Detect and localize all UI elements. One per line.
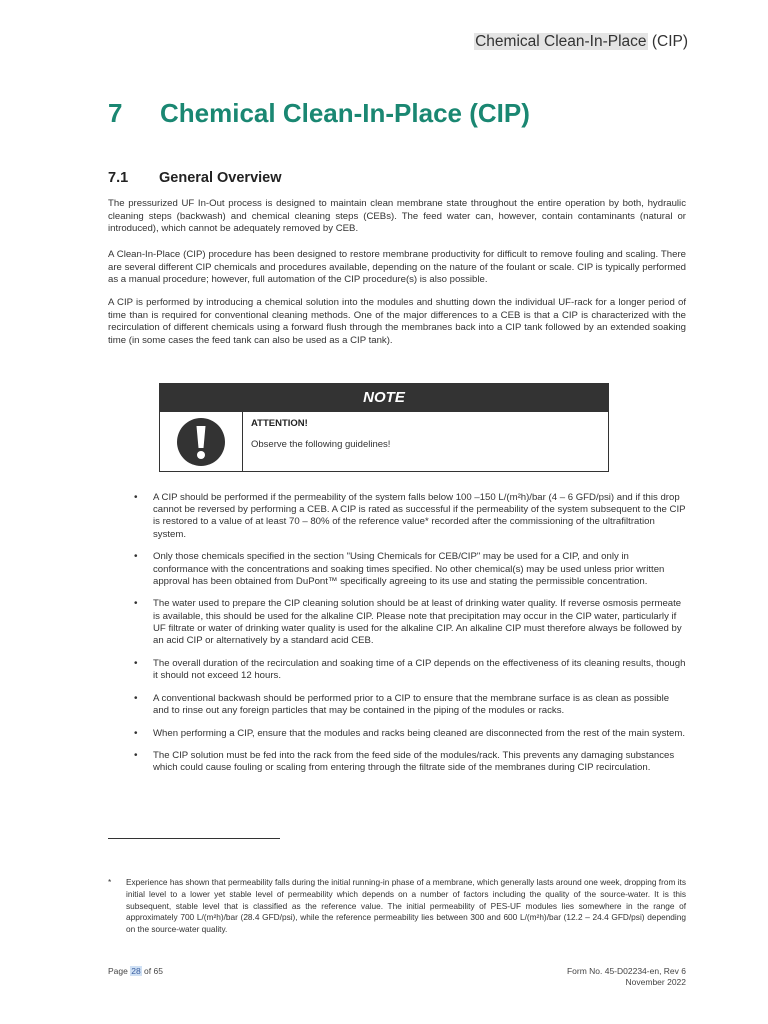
exclamation-circle-icon	[176, 417, 226, 467]
chapter-heading	[108, 98, 530, 129]
list-item	[134, 658, 686, 682]
note-attention: ATTENTION!	[251, 418, 308, 429]
bullet-glyph: •	[134, 727, 138, 739]
list-item	[134, 551, 686, 588]
list-item-text: A CIP should be performed if the permeability of the system falls below 100 –150 L/(m²h)/bar (4 – 6 GFD/psi) and if this drop cannot be reversed by performing a CEB. A CIP is rated as successful if the permeability of the system subsequent to the CIP is restored to a value of at least 70 – 80% of the reference value* recorded after the commissioning of the ultrafiltration system.	[153, 492, 686, 540]
list-item	[134, 728, 686, 740]
chapter-number: 7	[108, 98, 123, 128]
page-prefix: Page	[108, 966, 131, 976]
footnote-divider	[108, 838, 280, 839]
note-body	[160, 412, 608, 471]
note-icon-cell	[160, 412, 243, 471]
form-date: November 2022	[625, 977, 686, 987]
running-header	[474, 33, 688, 51]
list-item-text: The water used to prepare the CIP cleaning solution should be at least of drinking water quality. If reverse osmosis permeate is available, this should be used for the alkaline CIP. Please note that precipitation may occur in the CIP water, particularly if UF filtrate or water of drinking water quality is used for the alkaline CIP. An alkaline CIP must therefore always be followed by an acid CIP or alternatively by a standard acid CEB.	[153, 598, 682, 647]
form-info	[567, 966, 686, 988]
note-heading: NOTE	[160, 384, 608, 412]
paragraph-cip-description: A CIP is performed by introducing a chemical solution into the modules and shutting down the individual UF-rack for a longer period of time than is required for conventional cleaning methods. One of the major differences to a CEB is that a CIP is characterized with the recirculation of different chemicals using a forward flush through the membranes back into a CIP tank followed by an extended soaking time (in some cases the feed tank can also be used as a CIP tank).	[108, 297, 686, 346]
section-title: General Overview	[159, 170, 282, 186]
section-heading	[108, 170, 282, 186]
section-number: 7.1	[108, 170, 129, 186]
note-box	[159, 383, 609, 472]
list-item	[134, 492, 686, 541]
running-header-highlight: Chemical Clean-In-Place	[475, 33, 647, 50]
note-text-cell	[243, 412, 398, 471]
bullet-glyph: •	[134, 750, 138, 762]
paragraph-cip-procedure: A Clean-In-Place (CIP) procedure has been designed to restore membrane productivity for difficult to remove fouling and scaling. There are several different CIP chemicals and procedures available, depending on the nature of the foulant or scale. CIP is typically performed as a manual procedure; however, full automation of the CIP procedure(s) is also possible.	[108, 249, 686, 286]
list-item-text: When performing a CIP, ensure that the modules and racks being cleaned are disconnected from the rest of the main system.	[153, 727, 686, 739]
list-item-text: A conventional backwash should be performed prior to a CIP to ensure that the membrane surface is as clean as possible and to rinse out any foreign particles that may be contained in the piping of the modules or racks.	[153, 692, 670, 716]
footnote	[108, 877, 686, 936]
guidelines-list	[134, 492, 686, 785]
chapter-title: Chemical Clean-In-Place (CIP)	[160, 98, 530, 128]
page-current: 28	[131, 966, 141, 976]
paragraph-overview: The pressurized UF In-Out process is designed to maintain clean membrane state throughout the entire operation by both, hydraulic cleaning steps (backwash) and chemical cleaning steps (CEBs). The feed water can, however, contain contaminants (natural or introduced), which cannot be adequately removed by CEB.	[108, 198, 686, 235]
list-item-text: The overall duration of the recirculation and soaking time of a CIP depends on the effectiveness of its cleaning results, though it should not exceed 12 hours.	[153, 657, 686, 681]
running-header-rest: (CIP)	[647, 33, 688, 50]
bullet-glyph: •	[134, 692, 138, 704]
bullet-glyph: •	[134, 492, 138, 503]
list-item	[134, 750, 686, 774]
bullet-glyph: •	[134, 551, 138, 563]
footnote-mark: *	[108, 877, 112, 887]
bullet-glyph: •	[134, 598, 138, 610]
page-suffix: of 65	[141, 966, 163, 976]
form-number: Form No. 45-D02234-en, Rev 6	[566, 966, 686, 976]
footnote-text: Experience has shown that permeability falls during the initial running-in phase of a membrane, which generally lasts around one week, dropping from its initial level to a lower yet stable level of permeability which depends on a number of factors including the quality of the source-water. It is this subsequent, stable level that is classified as the reference value. The initial permeability of PES-UF modules lies somewhere in the range of approximately 700 L/(m²h)/bar (28.4 GFD/psi), while the reference permeability lies between 300 and 600 L/(m²h)/bar (12.2 – 24.4 GFD/psi) depending on the source-water quality.	[126, 877, 686, 935]
list-item	[134, 598, 686, 647]
list-item-text: Only those chemicals specified in the section "Using Chemicals for CEB/CIP" may be used for a CIP, and only in conformance with the concentrations and soaking times specified. No other chemical(s) may be used unless prior written approval has been obtained from DuPont™ specifically agreeing to its use and stating the permissible concentration.	[153, 551, 665, 587]
page-number	[108, 966, 163, 976]
note-message: Observe the following guidelines!	[251, 439, 391, 450]
bullet-glyph: •	[134, 657, 138, 669]
list-item	[134, 693, 686, 717]
list-item-text: The CIP solution must be fed into the rack from the feed side of the modules/rack. This prevents any damaging substances which could cause fouling or scaling from entering through the filtrate side of the membranes during CIP recirculation.	[153, 750, 675, 774]
